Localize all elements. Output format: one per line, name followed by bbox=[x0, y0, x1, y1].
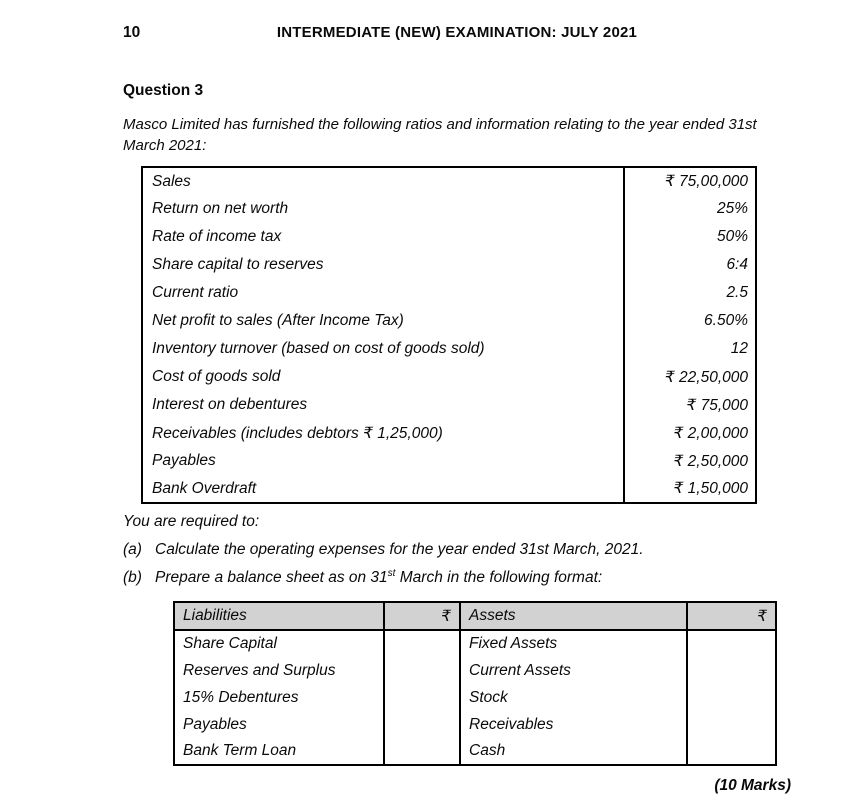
requirement-item-b bbox=[123, 569, 791, 587]
table-header-row bbox=[174, 602, 776, 630]
header-title: INTERMEDIATE (NEW) EXAMINATION: JULY 2021 bbox=[276, 24, 638, 41]
liability-amount-cell-empty bbox=[384, 630, 460, 657]
marks-label: (10 Marks) bbox=[714, 777, 791, 794]
table-row bbox=[142, 167, 756, 195]
ratio-value: ₹ 22,50,000 bbox=[664, 368, 748, 386]
ratio-label: Share capital to reserves bbox=[142, 251, 624, 279]
ratios-table bbox=[141, 166, 757, 504]
ratio-label: Bank Overdraft bbox=[142, 475, 624, 503]
ratio-label: Interest on debentures bbox=[142, 391, 624, 419]
table-row bbox=[174, 711, 776, 738]
table-row bbox=[174, 630, 776, 657]
ratio-value: 12 bbox=[730, 340, 748, 357]
table-row bbox=[174, 657, 776, 684]
ratio-label: Receivables (includes debtors ₹ 1,25,000) bbox=[142, 419, 624, 447]
ratio-value: 2.5 bbox=[726, 284, 748, 301]
liability-amount-cell-empty bbox=[384, 711, 460, 738]
assets-amount-header: ₹ bbox=[687, 602, 776, 630]
liability-label: Share Capital bbox=[174, 630, 384, 657]
requirement-marker-a: (a) bbox=[123, 541, 142, 558]
ratio-value: 50% bbox=[716, 228, 748, 245]
ratio-value: ₹ 2,00,000 bbox=[673, 424, 748, 442]
asset-label: Cash bbox=[460, 738, 687, 765]
ratio-value: ₹ 75,000 bbox=[686, 396, 748, 414]
question-intro bbox=[123, 114, 791, 156]
asset-amount-cell-empty bbox=[687, 711, 776, 738]
requirement-text-b-after: March in the following format: bbox=[395, 569, 603, 586]
requirement-item-a bbox=[123, 541, 791, 559]
liability-amount-cell-empty bbox=[384, 684, 460, 711]
asset-label: Fixed Assets bbox=[460, 630, 687, 657]
table-row bbox=[174, 738, 776, 765]
table-row bbox=[142, 419, 756, 447]
ratio-value: ₹ 1,50,000 bbox=[673, 480, 748, 497]
ratio-value: 6.50% bbox=[704, 312, 748, 329]
asset-label: Current Assets bbox=[460, 657, 687, 684]
liability-label: 15% Debentures bbox=[174, 684, 384, 711]
ratio-label: Sales bbox=[142, 167, 624, 195]
table-row bbox=[142, 475, 756, 503]
asset-amount-cell-empty bbox=[687, 630, 776, 657]
asset-amount-cell-empty bbox=[687, 684, 776, 711]
table-row bbox=[142, 195, 756, 223]
liability-label: Bank Term Loan bbox=[174, 738, 384, 765]
ratio-label: Rate of income tax bbox=[142, 223, 624, 251]
ratio-label: Inventory turnover (based on cost of goods sold) bbox=[142, 335, 624, 363]
asset-label: Receivables bbox=[460, 711, 687, 738]
requirement-text-b bbox=[155, 569, 602, 587]
liabilities-amount-header: ₹ bbox=[384, 602, 460, 630]
assets-header: Assets bbox=[460, 602, 687, 630]
requirement-text-a: Calculate the operating expenses for the year ended 31st March, 2021. bbox=[155, 541, 644, 558]
table-row bbox=[142, 363, 756, 391]
ratio-value: 6:4 bbox=[726, 256, 748, 273]
requirements-intro: You are required to: bbox=[123, 513, 260, 530]
ratio-label: Net profit to sales (After Income Tax) bbox=[142, 307, 624, 335]
balance-sheet-format-table bbox=[173, 601, 777, 766]
requirement-text-b-before: Prepare a balance sheet as on 31 bbox=[155, 569, 388, 586]
ratio-label: Payables bbox=[142, 447, 624, 475]
asset-amount-cell-empty bbox=[687, 657, 776, 684]
ratio-label: Return on net worth bbox=[142, 195, 624, 223]
requirement-marker-b: (b) bbox=[123, 569, 142, 586]
ratio-value: 25% bbox=[716, 200, 748, 217]
table-row bbox=[142, 391, 756, 419]
ratio-label: Cost of goods sold bbox=[142, 363, 624, 391]
liability-amount-cell-empty bbox=[384, 738, 460, 765]
requirement-text-b-superscript: st bbox=[387, 567, 396, 579]
liabilities-header: Liabilities bbox=[174, 602, 384, 630]
ratio-value: ₹ 2,50,000 bbox=[673, 452, 748, 470]
asset-label: Stock bbox=[460, 684, 687, 711]
table-row bbox=[142, 251, 756, 279]
table-row bbox=[142, 307, 756, 335]
question-intro-line1: Masco Limited has furnished the following ratios and information relating to the year ended 31st bbox=[123, 116, 757, 133]
page-header bbox=[123, 24, 791, 42]
question-title: Question 3 bbox=[123, 82, 204, 99]
question-intro-line2: March 2021: bbox=[123, 137, 207, 154]
liability-amount-cell-empty bbox=[384, 657, 460, 684]
ratio-label: Current ratio bbox=[142, 279, 624, 307]
table-row bbox=[174, 684, 776, 711]
page-number: 10 bbox=[123, 24, 141, 41]
table-row bbox=[142, 447, 756, 475]
table-row bbox=[142, 279, 756, 307]
ratio-value: ₹ 75,00,000 bbox=[664, 173, 748, 190]
table-row bbox=[142, 223, 756, 251]
liability-label: Reserves and Surplus bbox=[174, 657, 384, 684]
asset-amount-cell-empty bbox=[687, 738, 776, 765]
table-row bbox=[142, 335, 756, 363]
liability-label: Payables bbox=[174, 711, 384, 738]
